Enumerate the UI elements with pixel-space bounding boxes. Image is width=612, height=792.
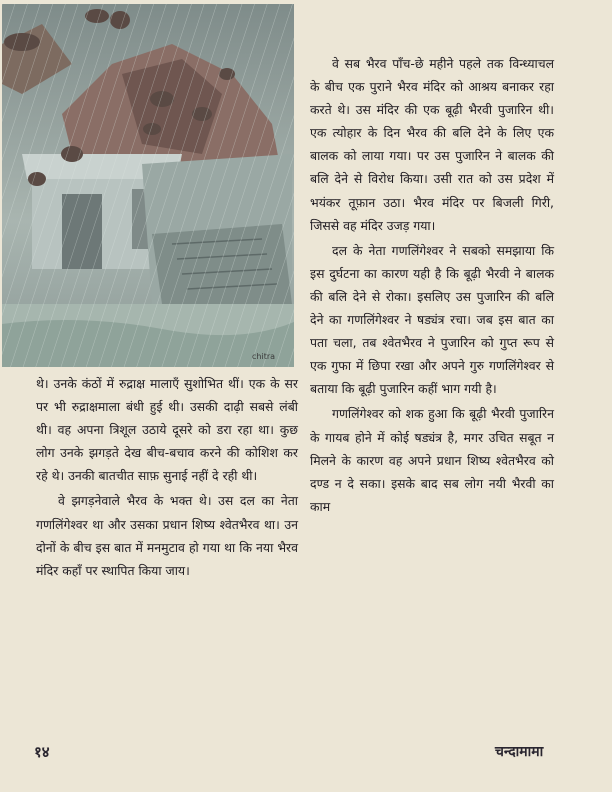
storm-temple-illustration	[2, 4, 294, 367]
magazine-name: चन्दामामा	[495, 744, 544, 760]
right-paragraph-2: दल के नेता गणलिंगेश्वर ने सबको समझाया कि इस दुर्घटना का कारण यही है कि बूढ़ी भैरवी ने बालक की बलि देने से रोका। इसलिए उस पुजारिन की बलि देने का गणलिंगेश्वर ने षड्यंत्र रचा। जब इस बात का पता चला, तब श्वेतभैरव ने पुजारिन को गुप्त रूप से एक गुफा में छिपा रखा और अपने गुरु गणलिंगेश्वर से बताया कि बूढ़ी पुजारिन कहीं भाग गयी है।	[310, 242, 554, 397]
left-paragraph-2: वे झगड़नेवाले भैरव के भक्त थे। उस दल का नेता गणलिंगेश्वर था और उसका प्रधान शिष्य श्वेतभैरव था। उन दोनों के बीच इस बात में मनमुटाव हो गया था कि नया भैरव मंदिर कहाँ पर स्थापित किया जाय।	[36, 493, 298, 578]
right-paragraph-3: गणलिंगेश्वर को शक हुआ कि बूढ़ी भैरवी पुजारिन के गायब होने में कोई षड्यंत्र है, मगर उचित सबूत न मिलने के कारण वह अपने प्रधान शिष्य श्वेतभैरव को दण्ड न दे सका। इसके बाद सब लोग नयी भैरवी का काम	[310, 406, 554, 514]
left-paragraph-1: थे। उनके कंठों में रुद्राक्ष मालाएँ सुशोभित थीं। एक के सर पर भी रुद्राक्षमाला बंधी हुई थी। उसकी दाढ़ी सबसे लंबी थी। वह अपना त्रिशूल उठाये दूसरे को डरा रहा था। कुछ लोग उनके झगड़ते देख बीच-बचाव करने की कोशिश कर रहे थे। उनकी बातचीत साफ़ सुनाई नहीं दे रही थी।	[36, 376, 298, 484]
artist-signature: chitra	[252, 352, 276, 361]
right-paragraph-1: वे सब भैरव पाँच-छे महीने पहले तक विन्ध्याचल के बीच एक पुराने भैरव मंदिर को आश्रय बनाकर रहा करते थे। उस मंदिर की एक बूढ़ी भैरवी पुजारिन थी। एक त्योहार के दिन भैरव की बलि देने के लिए एक बालक को लाया गया। पर उस पुजारिन ने बालक की बलि देने से विरोध किया। उसी रात को उस प्रदेश में भयंकर तूफ़ान उठा। भैरव मंदिर पर बिजली गिरी, जिससे वह मंदिर उजड़ गया।	[310, 56, 554, 233]
page-number: १४	[34, 743, 50, 761]
illustration-art	[2, 4, 294, 367]
right-text-column	[310, 50, 554, 518]
left-text-column	[36, 372, 298, 582]
